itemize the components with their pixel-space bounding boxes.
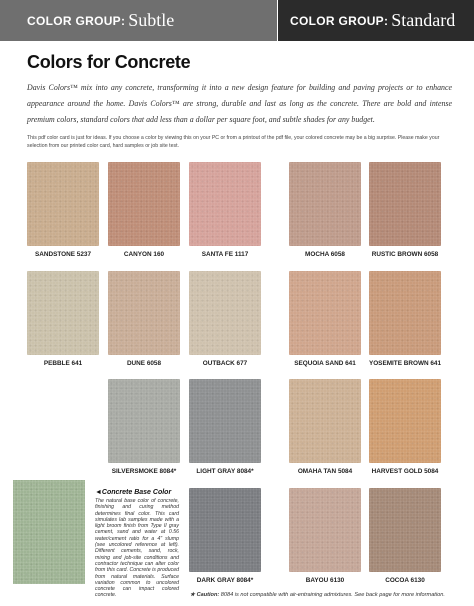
swatch [289,271,361,367]
swatch [27,162,99,258]
color-chip [189,162,261,246]
swatch-label: SILVERSMOKE 8084* [111,468,177,475]
swatch-label: OUTBACK 677 [202,360,248,367]
swatch [189,379,261,475]
swatch [369,488,441,584]
swatch-label: LIGHT GRAY 8084* [196,468,254,475]
color-chip [289,379,361,463]
swatch-label: SANTA FE 1117 [201,251,249,258]
fine-print: This pdf color card is just for ideas. If you choose a color by viewing this on your PC or from a printout of the pdf file, your colored concrete may be a big surprise. Please make your selection from our printed color card, hard samples or job site test. [27,135,440,149]
color-chip [369,162,441,246]
swatch-label: DUNE 6058 [126,360,162,367]
color-chip [289,162,361,246]
caution-label: ★ Caution: [190,592,220,598]
swatch-label: YOSEMITE BROWN 641 [368,360,442,367]
color-chip [369,379,441,463]
swatch-label: DARK GRAY 8084* [196,577,254,584]
color-chip [369,271,441,355]
swatch-label: COCOA 6130 [385,577,425,584]
color-chip [108,379,180,463]
color-chip [27,271,99,355]
base-color-title: ◄Concrete Base Color [95,489,172,496]
header-standard [278,0,474,41]
color-chip [108,271,180,355]
header-left-group: Subtle [128,10,175,30]
swatch [108,379,180,475]
header-subtle [0,0,277,41]
swatch [27,271,99,367]
base-color-chip [13,480,85,584]
swatch-label: HARVEST GOLD 5084 [371,468,439,475]
swatch [189,271,261,367]
swatch [369,379,441,475]
header-right-group: Standard [391,10,456,30]
swatch-label: PEBBLE 641 [43,360,83,367]
swatch-label: CANYON 160 [123,251,165,258]
header-left-prefix: COLOR GROUP: [27,13,126,28]
color-chip [108,162,180,246]
swatch [368,271,442,367]
swatch [289,162,361,258]
swatch [369,162,441,258]
swatch [189,162,261,258]
swatch [108,162,180,258]
swatch [289,488,361,584]
color-chip [369,488,441,572]
swatch-label: MOCHA 6058 [305,251,345,258]
color-chip [189,488,261,572]
caution-text: 8084 is not compatible with air-entraining admixtures. See back page for more information. [219,592,445,598]
color-chip [289,271,361,355]
swatch-label: SEQUOIA SAND 641 [294,360,356,367]
swatch-label: BAYOU 6130 [305,577,345,584]
swatch [189,488,261,584]
caution-note [190,592,445,598]
swatch [289,379,361,475]
base-color-text: The natural base color of concrete, finishing and curing method determines final color. This card simulates lab samples made with a light broom finish from Type II gray cement, sand and water at 0.56 water/cement ratio for a 4" slump (see uncolored reference at left). Different cements, sand, rock, mixing and job-site conditions and contractor technique can alter color from this card. Concrete is produced from natural materials. Surface variation common to uncolored concrete can impact colored concrete. [95,498,179,599]
header-right-prefix: COLOR GROUP: [290,13,389,28]
swatch-label: RUSTIC BROWN 6058 [371,251,439,258]
color-chip [189,379,261,463]
page-title: Colors for Concrete [27,52,191,72]
color-chip [27,162,99,246]
swatch-label: SANDSTONE 5237 [35,251,91,258]
color-chip [289,488,361,572]
swatch-label: OMAHA TAN 5084 [297,468,353,475]
intro-paragraph: Davis Colors™ mix into any concrete, transforming it into a new design feature for building and paving projects or to enhance appearance around the home. Davis Colors™ are strong, durable and last as long as the concrete. There are bold and intense premium colors, standard colors that add less than a dollar per square foot, and subtle shades for any budget. [27,83,452,124]
color-chip [189,271,261,355]
swatch [108,271,180,367]
